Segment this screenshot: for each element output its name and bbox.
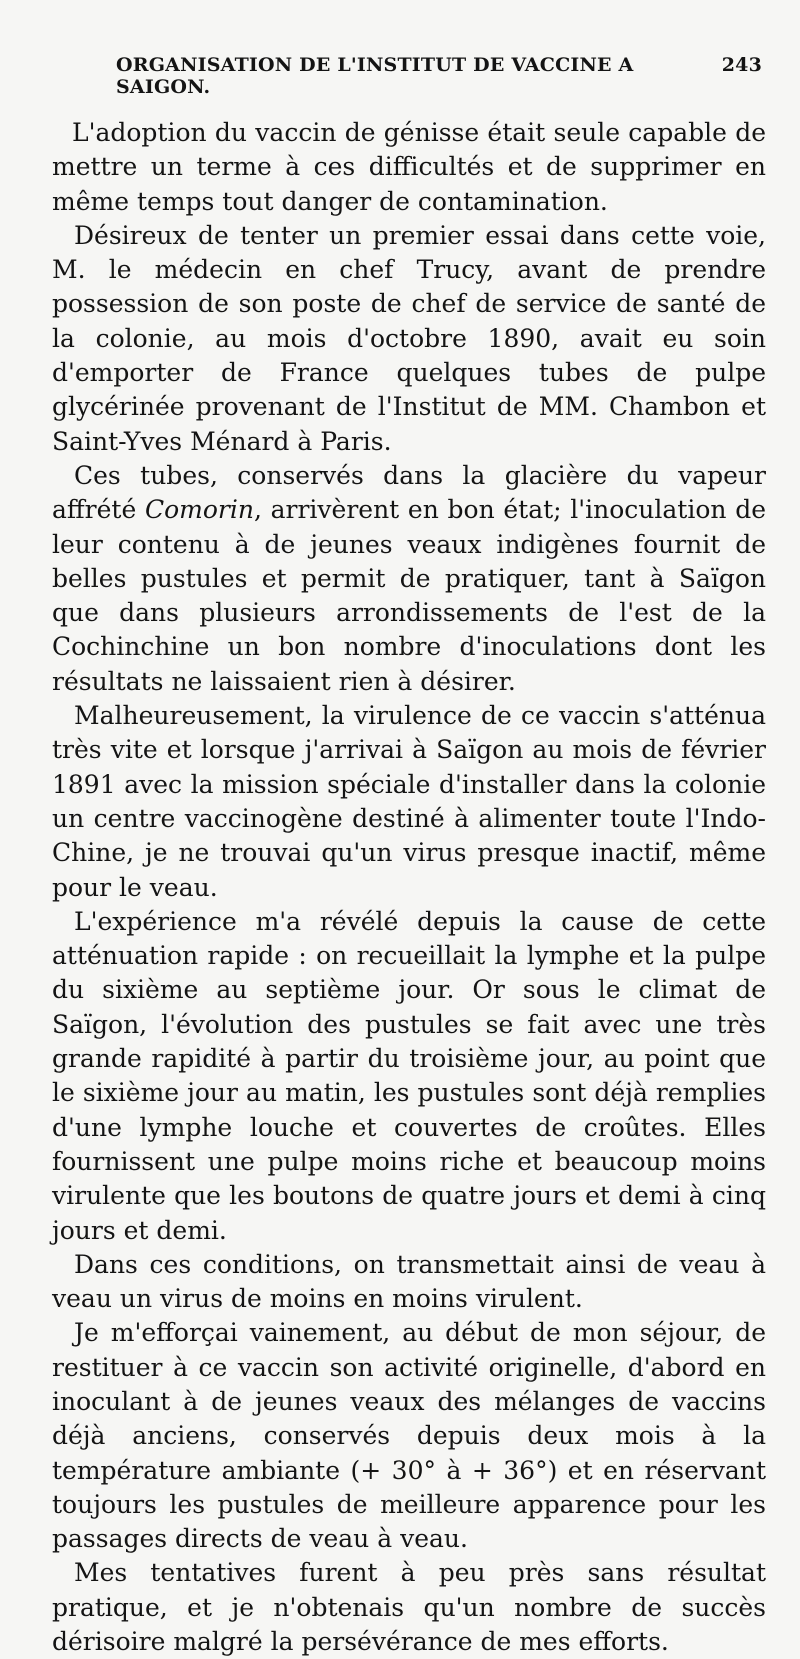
- paragraph-5: L'expérience m'a révélé depuis la cause de cette atténuation rapide : on recueillait la lymphe et la pulpe du sixième au septième jour. Or sous le climat de Saïgon, l'évolution des pustules se fait avec une très grande rapidité à partir du troisième jour, au point que le sixième jour au matin, les pustules sont déjà remplies d'une lymphe louche et couvertes de croûtes. Elles fournissent une pulpe moins riche et beaucoup moins virulente que les boutons de quatre jours et demi à cinq jours et demi.: [52, 906, 766, 1245]
- paragraph-8: Mes tentatives furent à peu près sans résultat pratique, et je n'obtenais qu'un nombre de succès dérisoire malgré la persévérance de mes efforts.: [52, 1558, 766, 1657]
- paragraph-6: Dans ces conditions, on transmettait ainsi de veau à veau un virus de moins en moins virulent.: [52, 1249, 766, 1314]
- running-header: [52, 54, 766, 98]
- body-text: [52, 116, 766, 1659]
- paragraph-1: L'adoption du vaccin de génisse était seule capable de mettre un terme à ces difficultés et de supprimer en même temps tout danger de contamination.: [52, 118, 766, 216]
- paragraph-2: Désireux de tenter un premier essai dans cette voie, M. le médecin en chef Trucy, avant de prendre possession de son poste de chef de service de santé de la colonie, au mois d'octobre 1890, avait eu soin d'emporter de France quelques tubes de pulpe glycérinée provenant de l'Institut de MM. Chambon et Saint-Yves Ménard à Paris.: [52, 220, 766, 456]
- page-number: 243: [721, 54, 762, 76]
- paragraph-4: Malheureusement, la virulence de ce vaccin s'atténua très vite et lorsque j'arrivai à Saïgon au mois de février 1891 avec la mission spéciale d'installer dans la colonie un centre vaccinogène destiné à alimenter toute l'Indo-Chine, je ne trouvai qu'un virus presque inactif, même pour le veau.: [52, 701, 766, 902]
- paragraph-3-rest: , arrivèrent en bon état; l'inoculation de leur contenu à de jeunes veaux indigènes fournit de belles pustules et permit de pratiquer, tant à Saïgon que dans plusieurs arrondissements de l'est de la Cochinchine un bon nombre d'inoculations dont les résultats ne laissaient rien à désirer.: [52, 495, 766, 696]
- ship-name: Comorin: [144, 495, 254, 525]
- paragraph-3: [52, 459, 766, 699]
- running-title: ORGANISATION DE L'INSTITUT DE VACCINE A SAIGON.: [116, 54, 634, 98]
- paragraph-7: Je m'efforçai vainement, au début de mon séjour, de restituer à ce vaccin son activité originelle, d'abord en inoculant à de jeunes veaux des mélanges de vaccins déjà anciens, conservés depuis deux mois à la température ambiante (+ 30° à + 36°) et en réservant toujours les pustules de meilleure apparence pour les passages directs de veau à veau.: [52, 1318, 766, 1554]
- paragraph-3-start: Ces tubes, conservés dans la glacière du vapeur affrété: [52, 460, 766, 525]
